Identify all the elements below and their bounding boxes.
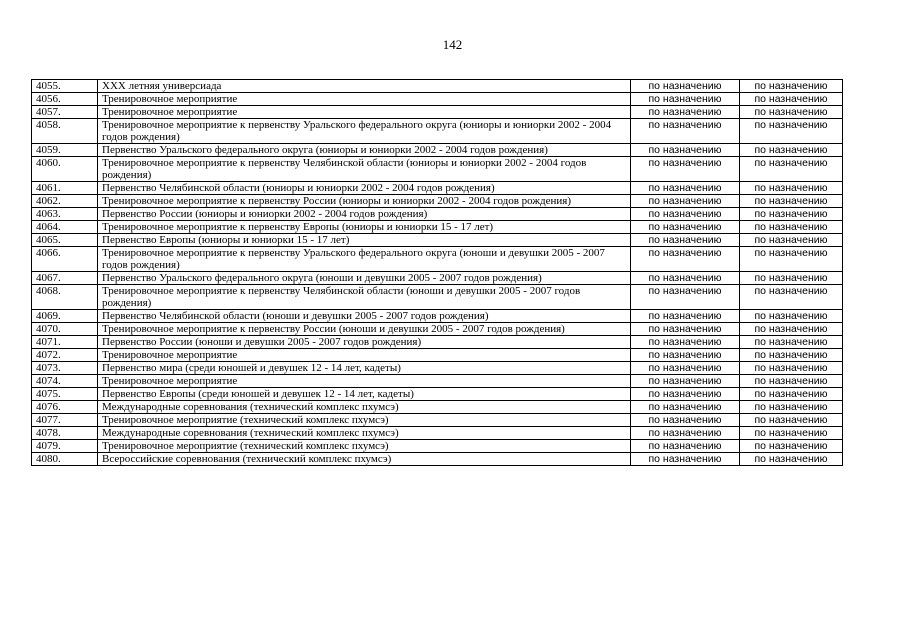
assignment-value-secondary: по назначению bbox=[740, 157, 843, 182]
event-name: Тренировочное мероприятие bbox=[98, 106, 631, 119]
assignment-value: по назначению bbox=[631, 208, 740, 221]
assignment-value: по назначению bbox=[631, 336, 740, 349]
assignment-value: по назначению bbox=[631, 221, 740, 234]
table-row bbox=[32, 234, 843, 247]
row-number: 4067. bbox=[32, 272, 98, 285]
table-row bbox=[32, 93, 843, 106]
event-name: Тренировочное мероприятие к первенству Челябинской области (юниоры и юниорки 2002 - 2004 годов рождения) bbox=[98, 157, 631, 182]
assignment-value-secondary: по назначению bbox=[740, 388, 843, 401]
row-number: 4056. bbox=[32, 93, 98, 106]
event-name: Первенство Челябинской области (юноши и девушки 2005 - 2007 годов рождения) bbox=[98, 310, 631, 323]
event-name: Тренировочное мероприятие bbox=[98, 375, 631, 388]
row-number: 4060. bbox=[32, 157, 98, 182]
table-row bbox=[32, 323, 843, 336]
assignment-value-secondary: по назначению bbox=[740, 323, 843, 336]
event-name: Первенство Европы (юниоры и юниорки 15 - 17 лет) bbox=[98, 234, 631, 247]
assignment-value-secondary: по назначению bbox=[740, 401, 843, 414]
event-name: Тренировочное мероприятие bbox=[98, 349, 631, 362]
row-number: 4069. bbox=[32, 310, 98, 323]
assignment-value-secondary: по назначению bbox=[740, 362, 843, 375]
assignment-value: по назначению bbox=[631, 453, 740, 466]
assignment-value: по назначению bbox=[631, 414, 740, 427]
assignment-value-secondary: по назначению bbox=[740, 285, 843, 310]
row-number: 4077. bbox=[32, 414, 98, 427]
table-row bbox=[32, 247, 843, 272]
table-row bbox=[32, 221, 843, 234]
table-row bbox=[32, 440, 843, 453]
table-row bbox=[32, 349, 843, 362]
assignment-value: по назначению bbox=[631, 388, 740, 401]
table-row bbox=[32, 195, 843, 208]
event-name: Тренировочное мероприятие к первенству России (юноши и девушки 2005 - 2007 годов рождения) bbox=[98, 323, 631, 336]
assignment-value: по назначению bbox=[631, 310, 740, 323]
table-row bbox=[32, 375, 843, 388]
event-name: Первенство мира (среди юношей и девушек 12 - 14 лет, кадеты) bbox=[98, 362, 631, 375]
assignment-value-secondary: по назначению bbox=[740, 272, 843, 285]
assignment-value-secondary: по назначению bbox=[740, 93, 843, 106]
table-row bbox=[32, 182, 843, 195]
assignment-value-secondary: по назначению bbox=[740, 221, 843, 234]
table-row bbox=[32, 106, 843, 119]
event-name: Международные соревнования (технический комплекс пхумсэ) bbox=[98, 427, 631, 440]
assignment-value: по назначению bbox=[631, 401, 740, 414]
assignment-value: по назначению bbox=[631, 195, 740, 208]
row-number: 4057. bbox=[32, 106, 98, 119]
row-number: 4072. bbox=[32, 349, 98, 362]
table-row bbox=[32, 157, 843, 182]
assignment-value: по назначению bbox=[631, 362, 740, 375]
assignment-value-secondary: по назначению bbox=[740, 453, 843, 466]
event-name: Первенство Европы (среди юношей и девушек 12 - 14 лет, кадеты) bbox=[98, 388, 631, 401]
row-number: 4073. bbox=[32, 362, 98, 375]
assignment-value-secondary: по назначению bbox=[740, 247, 843, 272]
assignment-value-secondary: по назначению bbox=[740, 144, 843, 157]
assignment-value: по назначению bbox=[631, 285, 740, 310]
assignment-value-secondary: по назначению bbox=[740, 427, 843, 440]
row-number: 4059. bbox=[32, 144, 98, 157]
assignment-value: по назначению bbox=[631, 323, 740, 336]
table-row bbox=[32, 285, 843, 310]
row-number: 4065. bbox=[32, 234, 98, 247]
event-name: Тренировочное мероприятие (технический комплекс пхумсэ) bbox=[98, 414, 631, 427]
event-name: XXX летняя универсиада bbox=[98, 80, 631, 93]
row-number: 4064. bbox=[32, 221, 98, 234]
row-number: 4074. bbox=[32, 375, 98, 388]
row-number: 4063. bbox=[32, 208, 98, 221]
event-name: Тренировочное мероприятие к первенству Уральского федерального округа (юниоры и юниорки 2002 - 2004 годов рождения) bbox=[98, 119, 631, 144]
assignment-value-secondary: по назначению bbox=[740, 80, 843, 93]
table-row bbox=[32, 272, 843, 285]
table-row bbox=[32, 119, 843, 144]
event-name: Первенство Уральского федерального округа (юниоры и юниорки 2002 - 2004 годов рождения) bbox=[98, 144, 631, 157]
assignment-value-secondary: по назначению bbox=[740, 349, 843, 362]
event-name: Тренировочное мероприятие bbox=[98, 93, 631, 106]
table-row bbox=[32, 208, 843, 221]
assignment-value-secondary: по назначению bbox=[740, 310, 843, 323]
event-name: Первенство Уральского федерального округа (юноши и девушки 2005 - 2007 годов рождения) bbox=[98, 272, 631, 285]
event-name: Первенство Челябинской области (юниоры и юниорки 2002 - 2004 годов рождения) bbox=[98, 182, 631, 195]
event-name: Первенство России (юноши и девушки 2005 - 2007 годов рождения) bbox=[98, 336, 631, 349]
row-number: 4070. bbox=[32, 323, 98, 336]
event-name: Всероссийские соревнования (технический комплекс пхумсэ) bbox=[98, 453, 631, 466]
event-name: Международные соревнования (технический комплекс пхумсэ) bbox=[98, 401, 631, 414]
event-name: Тренировочное мероприятие (технический комплекс пхумсэ) bbox=[98, 440, 631, 453]
assignment-value-secondary: по назначению bbox=[740, 182, 843, 195]
row-number: 4071. bbox=[32, 336, 98, 349]
table-row bbox=[32, 414, 843, 427]
row-number: 4075. bbox=[32, 388, 98, 401]
table-row bbox=[32, 144, 843, 157]
row-number: 4080. bbox=[32, 453, 98, 466]
assignment-value: по назначению bbox=[631, 375, 740, 388]
assignment-value-secondary: по назначению bbox=[740, 375, 843, 388]
table-row bbox=[32, 401, 843, 414]
row-number: 4068. bbox=[32, 285, 98, 310]
assignment-value: по назначению bbox=[631, 144, 740, 157]
assignment-value-secondary: по назначению bbox=[740, 119, 843, 144]
assignment-value: по назначению bbox=[631, 80, 740, 93]
table-row bbox=[32, 336, 843, 349]
assignment-value: по назначению bbox=[631, 119, 740, 144]
event-name: Первенство России (юниоры и юниорки 2002 - 2004 годов рождения) bbox=[98, 208, 631, 221]
event-name: Тренировочное мероприятие к первенству России (юниоры и юниорки 2002 - 2004 годов рождения) bbox=[98, 195, 631, 208]
table-row bbox=[32, 427, 843, 440]
assignment-value: по назначению bbox=[631, 157, 740, 182]
assignment-value: по назначению bbox=[631, 427, 740, 440]
events-table bbox=[31, 79, 843, 466]
events-table-body bbox=[32, 80, 843, 466]
row-number: 4062. bbox=[32, 195, 98, 208]
assignment-value: по назначению bbox=[631, 272, 740, 285]
assignment-value-secondary: по назначению bbox=[740, 336, 843, 349]
row-number: 4066. bbox=[32, 247, 98, 272]
assignment-value: по назначению bbox=[631, 247, 740, 272]
row-number: 4055. bbox=[32, 80, 98, 93]
table-row bbox=[32, 80, 843, 93]
event-name: Тренировочное мероприятие к первенству Уральского федерального округа (юноши и девушки 2005 - 2007 годов рождения) bbox=[98, 247, 631, 272]
assignment-value-secondary: по назначению bbox=[740, 234, 843, 247]
table-row bbox=[32, 362, 843, 375]
row-number: 4076. bbox=[32, 401, 98, 414]
assignment-value: по назначению bbox=[631, 349, 740, 362]
table-row bbox=[32, 310, 843, 323]
event-name: Тренировочное мероприятие к первенству Европы (юниоры и юниорки 15 - 17 лет) bbox=[98, 221, 631, 234]
table-row bbox=[32, 388, 843, 401]
row-number: 4078. bbox=[32, 427, 98, 440]
assignment-value-secondary: по назначению bbox=[740, 195, 843, 208]
assignment-value: по назначению bbox=[631, 234, 740, 247]
row-number: 4079. bbox=[32, 440, 98, 453]
page-number: 142 bbox=[442, 37, 463, 52]
assignment-value: по назначению bbox=[631, 106, 740, 119]
assignment-value-secondary: по назначению bbox=[740, 440, 843, 453]
row-number: 4058. bbox=[32, 119, 98, 144]
event-name: Тренировочное мероприятие к первенству Челябинской области (юноши и девушки 2005 - 2007 годов рождения) bbox=[98, 285, 631, 310]
assignment-value: по назначению bbox=[631, 182, 740, 195]
assignment-value-secondary: по назначению bbox=[740, 106, 843, 119]
assignment-value-secondary: по назначению bbox=[740, 208, 843, 221]
assignment-value-secondary: по назначению bbox=[740, 414, 843, 427]
table-row bbox=[32, 453, 843, 466]
assignment-value: по назначению bbox=[631, 440, 740, 453]
assignment-value: по назначению bbox=[631, 93, 740, 106]
row-number: 4061. bbox=[32, 182, 98, 195]
